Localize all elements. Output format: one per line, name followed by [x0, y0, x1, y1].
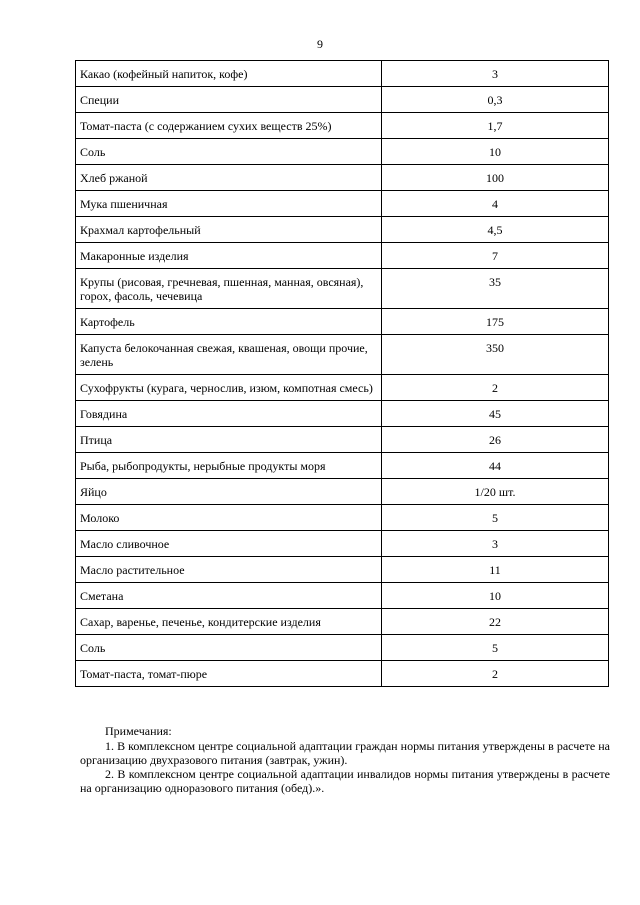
table-row	[76, 217, 609, 243]
table-row	[76, 427, 609, 453]
amount-cell: 10	[382, 139, 609, 165]
product-cell: Сухофрукты (курага, чернослив, изюм, компотная смесь)	[76, 375, 382, 401]
notes-section	[80, 724, 610, 795]
amount-cell: 26	[382, 427, 609, 453]
table-row	[76, 583, 609, 609]
product-cell: Говядина	[76, 401, 382, 427]
product-cell: Масло сливочное	[76, 531, 382, 557]
table-row	[76, 453, 609, 479]
product-cell: Хлеб ржаной	[76, 165, 382, 191]
amount-cell: 45	[382, 401, 609, 427]
amount-cell: 4	[382, 191, 609, 217]
amount-cell: 3	[382, 531, 609, 557]
table-row	[76, 531, 609, 557]
table-row	[76, 139, 609, 165]
product-cell: Специи	[76, 87, 382, 113]
table-row	[76, 87, 609, 113]
amount-cell: 2	[382, 375, 609, 401]
table-row	[76, 269, 609, 309]
product-cell: Капуста белокочанная свежая, квашеная, овощи прочие, зелень	[76, 335, 382, 375]
amount-cell: 2	[382, 661, 609, 687]
product-cell: Макаронные изделия	[76, 243, 382, 269]
product-cell: Молоко	[76, 505, 382, 531]
product-cell: Соль	[76, 635, 382, 661]
notes-title: Примечания:	[105, 724, 172, 738]
table-row	[76, 635, 609, 661]
product-cell: Томат-паста, томат-пюре	[76, 661, 382, 687]
product-cell: Рыба, рыбопродукты, нерыбные продукты моря	[76, 453, 382, 479]
food-norms-table	[75, 60, 609, 687]
product-cell: Крахмал картофельный	[76, 217, 382, 243]
table-row	[76, 375, 609, 401]
amount-cell: 175	[382, 309, 609, 335]
product-cell: Сметана	[76, 583, 382, 609]
amount-cell: 5	[382, 505, 609, 531]
table-row	[76, 479, 609, 505]
amount-cell: 0,3	[382, 87, 609, 113]
amount-cell: 350	[382, 335, 609, 375]
table-row	[76, 309, 609, 335]
amount-cell: 4,5	[382, 217, 609, 243]
product-cell: Мука пшеничная	[76, 191, 382, 217]
amount-cell: 35	[382, 269, 609, 309]
amount-cell: 22	[382, 609, 609, 635]
table-row	[76, 113, 609, 139]
product-cell: Какао (кофейный напиток, кофе)	[76, 61, 382, 87]
product-cell: Птица	[76, 427, 382, 453]
table-row	[76, 191, 609, 217]
product-cell: Томат-паста (с содержанием сухих веществ 25%)	[76, 113, 382, 139]
amount-cell: 10	[382, 583, 609, 609]
product-cell: Крупы (рисовая, гречневая, пшенная, манная, овсяная), горох, фасоль, чечевица	[76, 269, 382, 309]
amount-cell: 44	[382, 453, 609, 479]
product-cell: Соль	[76, 139, 382, 165]
table-row	[76, 401, 609, 427]
table-row	[76, 661, 609, 687]
table-row	[76, 61, 609, 87]
table-row	[76, 505, 609, 531]
table-row	[76, 335, 609, 375]
amount-cell: 11	[382, 557, 609, 583]
product-cell: Сахар, варенье, печенье, кондитерские изделия	[76, 609, 382, 635]
amount-cell: 5	[382, 635, 609, 661]
product-cell: Масло растительное	[76, 557, 382, 583]
product-cell: Яйцо	[76, 479, 382, 505]
page-number: 9	[317, 37, 323, 51]
table-row	[76, 609, 609, 635]
table-row	[76, 557, 609, 583]
amount-cell: 100	[382, 165, 609, 191]
table-row	[76, 165, 609, 191]
note-item: 2. В комплексном центре социальной адаптации инвалидов нормы питания утверждены в расчете на организацию одноразового питания (обед).».	[80, 767, 610, 795]
amount-cell: 7	[382, 243, 609, 269]
product-cell: Картофель	[76, 309, 382, 335]
amount-cell: 3	[382, 61, 609, 87]
table-row	[76, 243, 609, 269]
amount-cell: 1/20 шт.	[382, 479, 609, 505]
note-item: 1. В комплексном центре социальной адаптации граждан нормы питания утверждены в расчете на организацию двухразового питания (завтрак, ужин).	[80, 739, 610, 767]
amount-cell: 1,7	[382, 113, 609, 139]
